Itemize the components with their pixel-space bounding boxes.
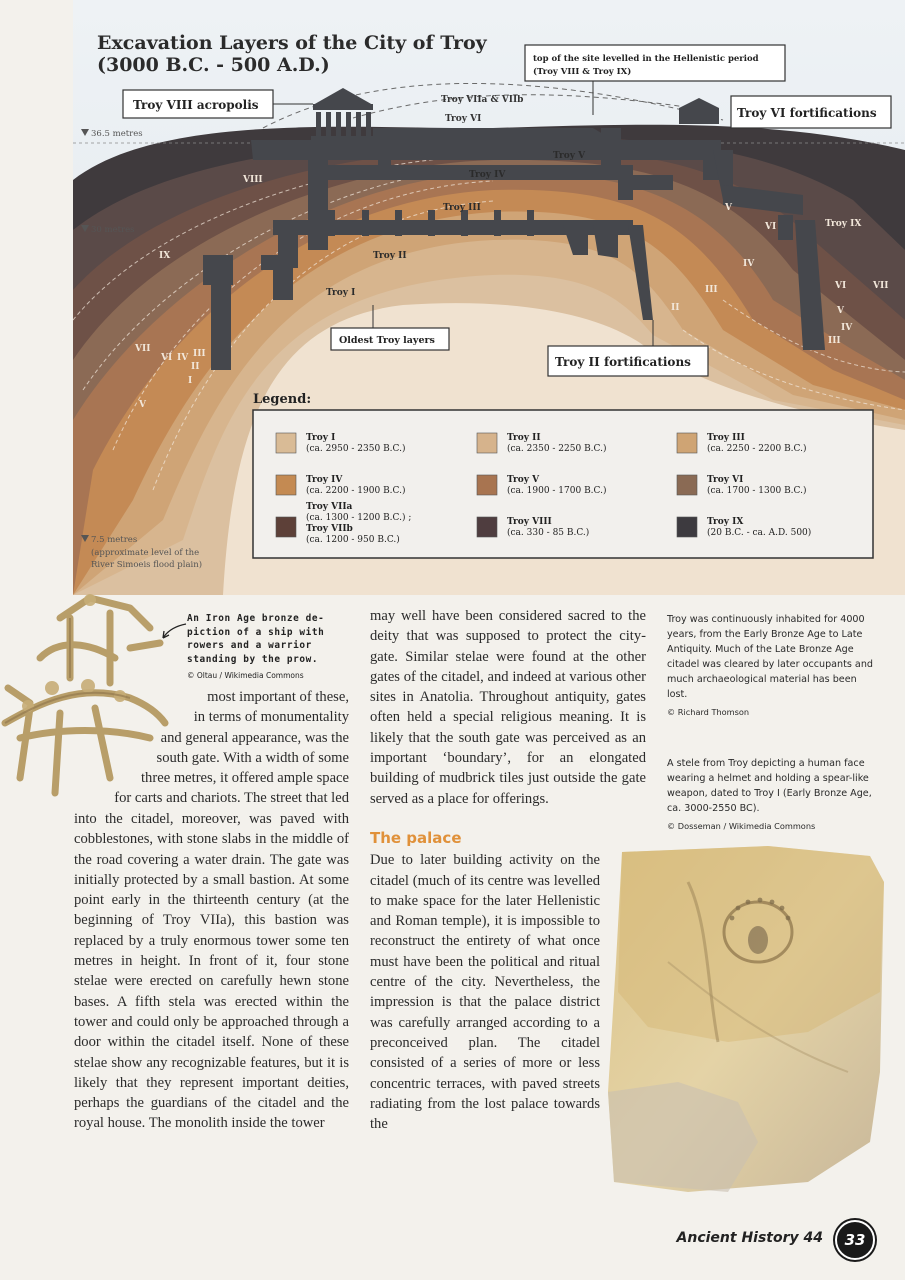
legend-name: Troy IV (306, 475, 343, 485)
svg-text:V: V (725, 203, 732, 213)
ship-caption-line: piction of a ship with (187, 626, 325, 638)
legend-date: (ca. 1900 - 1700 B.C.) (507, 486, 607, 496)
column-1-body (74, 809, 349, 1134)
label-troy-vii: Troy VIIa & VIIb (441, 95, 524, 105)
svg-text:VII: VII (135, 344, 151, 354)
caption-stele (667, 756, 875, 834)
svg-text:IV: IV (177, 353, 189, 363)
caption-troy-credit: © Richard Thomson (667, 707, 750, 717)
callout-top-text: top of the site levelled in the Hellenistic period (533, 54, 759, 64)
legend-swatch (677, 475, 697, 495)
magazine-footer: Ancient History 44 (676, 1230, 823, 1246)
depth-7: 7.5 metres (91, 535, 138, 545)
legend-title: Legend: (253, 392, 312, 407)
caption-stele-credit: © Dosseman / Wikimedia Commons (667, 821, 816, 831)
paragraph: Due to later building activity on the citadel (much of its centre was levelled to make space for the later Hellenistic and Roman temple), it is impossible to reconstruct the entirety of what once must have been the political and ritual centre of the city. Nevertheless, the impression is that the palace district was carefully arranged according to a preconceived plan. The citadel consisted of a series of more or less concentric terraces, with paved streets radiating from the lost palace towards the (370, 852, 600, 1133)
label-layer-iii: Troy III (443, 203, 481, 213)
label-layer-ii: Troy II (373, 251, 407, 261)
section-heading-palace: The palace (370, 829, 462, 847)
legend-swatch (276, 433, 296, 453)
column-2-top (370, 606, 646, 809)
svg-text:II: II (191, 362, 200, 372)
callout-acropolis-text: Troy VIII acropolis (133, 98, 259, 112)
legend-swatch (677, 517, 697, 537)
callout-oldest-text: Oldest Troy layers (339, 335, 435, 346)
column-1-top (74, 687, 349, 809)
paragraph: into the citadel, moreover, was paved with cobblestones, with stone slabs in the middle of the road covering a water drain. The gate was initially protected by a small bastion. At some point early in the thirteenth century (at the beginning of Troy VIIa), this bastion was replaced by a truly enormous tower some ten metres in height. In front of it, four stone stelae were erected on carefully hewn stone bases. A fifth stela was erected within the tower and could only be approached through a door within the citadel itself. None of these stelae show any recognizable features, but it is likely that they represent important deities, perhaps the guardians of the citadel and the royal house. The monolith inside the tower (74, 811, 349, 1132)
ship-caption-line: rowers and a warrior (187, 640, 312, 651)
ship-caption-arrow (160, 620, 190, 644)
text-line: in terms of monumentality (193, 709, 349, 726)
legend-date: (ca. 1700 - 1300 B.C.) (707, 486, 807, 496)
diagram-subtitle: (3000 B.C. - 500 A.D.) (97, 54, 330, 76)
caption-troy (667, 612, 875, 720)
label-troy-vi-top: Troy VI (445, 114, 482, 124)
legend-date: (ca. 1200 - 950 B.C.) (306, 535, 400, 545)
legend-name: Troy III (707, 433, 745, 443)
text-line: for carts and chariots. The street that led (114, 790, 349, 807)
legend-name: Troy VIII (507, 517, 552, 527)
svg-text:IX: IX (159, 251, 171, 261)
depth-36: 36.5 metres (91, 129, 143, 139)
ship-caption (187, 612, 347, 683)
column-2-body (370, 828, 600, 1134)
label-layer-v: Troy V (553, 151, 586, 161)
legend-date: (ca. 330 - 85 B.C.) (507, 528, 590, 538)
text-line: south gate. With a width of some (156, 749, 349, 766)
excavation-layers-diagram (73, 0, 905, 595)
legend-swatch (477, 475, 497, 495)
depth-30: 30 metres (91, 225, 135, 235)
legend-date: (ca. 2200 - 1900 B.C.) (306, 486, 406, 496)
depth-7-sub2: River Simoeis flood plain) (91, 560, 203, 570)
stele-image (608, 842, 888, 1194)
legend-name: Troy II (507, 433, 541, 443)
diagram-title: Excavation Layers of the City of Troy (97, 32, 487, 54)
legend-name: Troy VIIb (306, 524, 353, 534)
legend-name: Troy IX (707, 517, 744, 527)
text-line: and general appearance, was the (160, 729, 349, 746)
label-layer-iv: Troy IV (469, 170, 506, 180)
svg-text:IV: IV (841, 323, 853, 333)
callout-vi-fort-text: Troy VI fortifications (737, 106, 877, 120)
caption-troy-text: Troy was continuously inhabited for 4000 years, from the Early Bronze Age to Late Antiquity. Much of the Late Bronze Age citadel was cleared by later occupants and much archaeological material has been lost. (667, 614, 873, 700)
paragraph: may well have been considered sacred to the deity that was supposed to protect the city-gate. Similar stelae were found at the other gates of the citadel, and indeed at various other sites in Anatolia. Throughout antiquity, gates often held a special religious meaning. It is likely that the south gate was perceived as an important ‘boundary’, for an elongated building of mudbrick tiles just outside the gate served as a place for offerings. (370, 608, 646, 807)
svg-text:VI: VI (765, 222, 777, 232)
svg-text:V: V (139, 400, 146, 410)
legend-name: Troy I (306, 433, 336, 443)
caption-stele-text: A stele from Troy depicting a human face wearing a helmet and holding a spear-like weapon, dated to Troy I (Early Bronze Age, ca. 3000-2550 BC). (667, 758, 872, 814)
ship-caption-line: standing by the prow. (187, 653, 319, 665)
svg-text:III: III (193, 349, 206, 359)
legend-swatch (276, 475, 296, 495)
svg-text:VI: VI (161, 353, 173, 363)
svg-text:Troy IX: Troy IX (825, 219, 862, 229)
svg-text:V: V (837, 306, 844, 316)
legend-date: (ca. 2250 - 2200 B.C.) (707, 444, 807, 454)
legend-swatch (276, 517, 296, 537)
ship-caption-line: An Iron Age bronze de- (187, 613, 325, 624)
svg-text:III: III (828, 336, 841, 346)
svg-text:I: I (188, 376, 193, 386)
svg-text:IV: IV (743, 259, 755, 269)
callout-top-sub: (Troy VIII & Troy IX) (533, 67, 632, 77)
legend-date: (20 B.C. - ca. A.D. 500) (707, 528, 812, 538)
svg-text:VI: VI (835, 281, 847, 291)
legend-name: Troy V (507, 475, 540, 485)
svg-text:VIII: VIII (243, 175, 263, 185)
depth-7-sub1: (approximate level of the (91, 548, 200, 558)
ship-caption-credit: © Oltau / Wikimedia Commons (187, 671, 304, 680)
callout-ii-fort-text: Troy II fortifications (555, 355, 691, 369)
legend-name: Troy VIIa (306, 502, 353, 512)
svg-text:VII: VII (873, 281, 889, 291)
label-layer-i: Troy I (326, 288, 356, 298)
legend-date: (ca. 2350 - 2250 B.C.) (507, 444, 607, 454)
page-number: 33 (835, 1220, 875, 1260)
legend-swatch (477, 517, 497, 537)
text-line: three metres, it offered ample space (141, 770, 349, 787)
svg-text:III: III (705, 285, 718, 295)
legend-date: (ca. 1300 - 1200 B.C.) ; (306, 513, 412, 523)
legend-swatch (477, 433, 497, 453)
legend-swatch (677, 433, 697, 453)
text-line: most important of these, (207, 689, 349, 705)
legend-name: Troy VI (707, 475, 744, 485)
svg-text:II: II (671, 303, 680, 313)
legend-date: (ca. 2950 - 2350 B.C.) (306, 444, 406, 454)
